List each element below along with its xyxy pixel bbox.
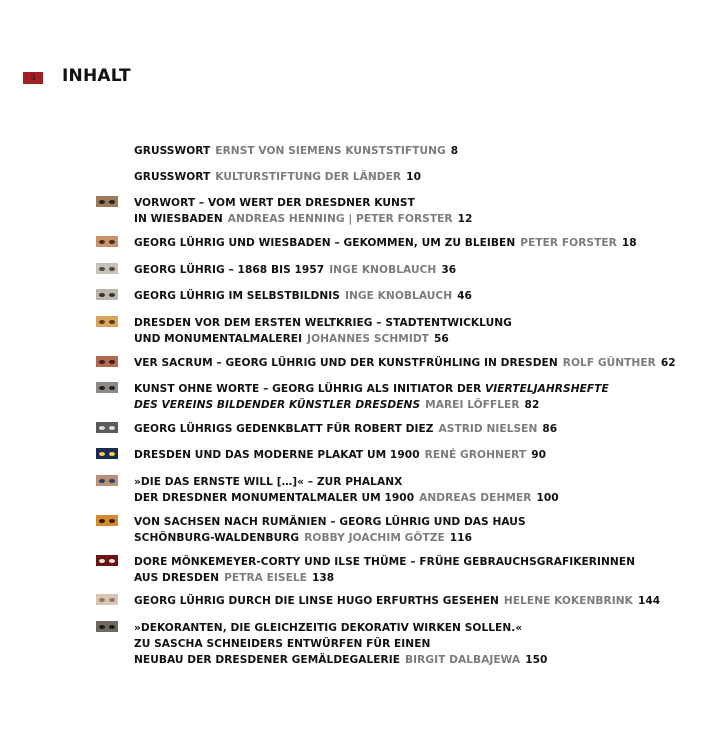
toc-entry-page-number: 56 <box>433 333 449 345</box>
toc-entry-author: ERNST VON SIEMENS KUNSTSTIFTUNG <box>215 145 446 157</box>
toc-entry-title: »DEKORANTEN, DIE GLEICHZEITIG DEKORATIV WIRKEN SOLLEN.« <box>134 622 523 634</box>
toc-entry-line <box>134 474 694 490</box>
toc-entry-title: »DIE DAS ERNSTE WILL […]« – ZUR PHALANX <box>134 476 403 488</box>
toc-entry-title: DRESDEN UND DAS MODERNE PLAKAT UM 1900 <box>134 449 420 461</box>
toc-entry-line <box>134 397 694 413</box>
eyes-portrait-12-icon <box>96 621 118 632</box>
toc-entry-line <box>134 235 694 251</box>
page-number-marker <box>23 72 43 84</box>
toc-entry-line <box>134 381 694 397</box>
page-number: 5 <box>30 73 36 82</box>
toc-entry-title: GRUSSWORT <box>134 171 211 183</box>
toc-entry-page-number: 144 <box>637 595 661 607</box>
toc-entry-title: SCHÖNBURG-WALDENBURG <box>134 532 300 544</box>
toc-entry-author: ROLF GÜNTHER <box>562 357 656 369</box>
toc-entry-title: DER DRESDNER MONUMENTALMALER UM 1900 <box>134 492 415 504</box>
toc-entry-line <box>134 355 694 371</box>
toc-entry-line <box>134 636 694 652</box>
toc-entry-line <box>134 570 694 586</box>
toc-entry-title: VON SACHSEN NACH RUMÄNIEN – GEORG LÜHRIG UND DAS HAUS <box>134 516 526 528</box>
eye-red-icon <box>96 555 118 566</box>
toc-entry-title: GEORG LÜHRIG IM SELBSTBILDNIS <box>134 290 340 302</box>
eyes-portrait-8-icon <box>96 422 118 433</box>
toc-entry-title: UND MONUMENTALMALEREI <box>134 333 303 345</box>
toc-entry-title: DRESDEN VOR DEM ERSTEN WELTKRIEG – STADTENTWICKLUNG <box>134 317 512 329</box>
toc-entry-title: GRUSSWORT <box>134 145 211 157</box>
toc-entry-title: NEUBAU DER DRESDENER GEMÄLDEGALERIE <box>134 654 401 666</box>
toc-entry-title: ZU SASCHA SCHNEIDERS ENTWÜRFEN FÜR EINEN <box>134 638 431 650</box>
toc-entry-page-number: 62 <box>660 357 676 369</box>
toc-entry-page-number: 18 <box>621 237 637 249</box>
toc-entry-title: GEORG LÜHRIGS GEDENKBLATT FÜR ROBERT DIEZ <box>134 423 434 435</box>
toc-entry-line <box>134 288 694 304</box>
toc-entry-page-number: 8 <box>450 145 459 157</box>
toc-entry-page-number: 150 <box>525 654 548 666</box>
toc-entry-line <box>134 593 694 609</box>
toc-entry-line <box>134 331 694 347</box>
toc-entry-line <box>134 447 694 463</box>
toc-entry-line <box>134 620 694 636</box>
toc-entry-author: MAREI LÖFFLER <box>425 399 520 411</box>
toc-entry-author: INGE KNOBLAUCH <box>329 264 437 276</box>
eyes-portrait-3-icon <box>96 263 118 274</box>
toc-entry-title: GEORG LÜHRIG UND WIESBADEN – GEKOMMEN, UM ZU BLEIBEN <box>134 237 516 249</box>
toc-entry-line <box>134 169 694 185</box>
toc-entry-author: ASTRID NIELSEN <box>438 423 538 435</box>
eyes-portrait-5-icon <box>96 316 118 327</box>
eyes-portrait-9-icon <box>96 475 118 486</box>
eyes-portrait-4-icon <box>96 289 118 300</box>
toc-heading: INHALT <box>62 66 131 86</box>
eyes-portrait-10-icon <box>96 515 118 526</box>
eyes-portrait-6-icon <box>96 356 118 367</box>
toc-entry-title: KUNST OHNE WORTE – GEORG LÜHRIG ALS INITIATOR DER <box>134 383 486 395</box>
toc-entry-author: RENÉ GROHNERT <box>424 449 527 461</box>
toc-entry-line <box>134 490 694 506</box>
toc-entry-page-number: 100 <box>536 492 559 504</box>
toc-entry-line <box>134 554 694 570</box>
toc-entry-title: GEORG LÜHRIG DURCH DIE LINSE HUGO ERFURTHS GESEHEN <box>134 595 499 607</box>
toc-entry-line <box>134 315 694 331</box>
toc-entry-author: PETRA EISELE <box>224 572 307 584</box>
toc-entry-line <box>134 262 694 278</box>
toc-entry-author: HELENE KOKENBRINK <box>503 595 633 607</box>
toc-entry-author: PETER FORSTER <box>520 237 617 249</box>
toc-entry-line <box>134 143 694 159</box>
toc-entry-author: ANDREAS HENNING | PETER FORSTER <box>227 213 453 225</box>
toc-entry-line <box>134 211 694 227</box>
toc-entry-title: VER SACRUM – GEORG LÜHRIG UND DER KUNSTFRÜHLING IN DRESDEN <box>134 357 558 369</box>
toc-entry-page-number: 36 <box>441 264 457 276</box>
toc-entry-line <box>134 652 694 668</box>
toc-entry-page-number: 138 <box>311 572 335 584</box>
toc-entry-author: KULTURSTIFTUNG DER LÄNDER <box>215 171 402 183</box>
toc-entry-title: AUS DRESDEN <box>134 572 220 584</box>
toc-entry-line <box>134 195 694 211</box>
toc-entry-title: IN WIESBADEN <box>134 213 223 225</box>
toc-entry-page-number: 12 <box>457 213 473 225</box>
toc-entry-title: VORWORT – VOM WERT DER DRESDNER KUNST <box>134 197 415 209</box>
toc-entry-author: INGE KNOBLAUCH <box>344 290 453 302</box>
toc-entry-author: BIRGIT DALBAJEWA <box>405 654 521 666</box>
toc-entry-page-number: 90 <box>531 449 547 461</box>
toc-entry-line <box>134 514 694 530</box>
toc-entry-author: ROBBY JOACHIM GÖTZE <box>304 532 445 544</box>
toc-entry-author: JOHANNES SCHMIDT <box>307 333 429 345</box>
toc-entry-title: VIERTELJAHRSHEFTE <box>485 383 609 395</box>
eye-poster-icon <box>96 448 118 459</box>
toc-entry-title: GEORG LÜHRIG – 1868 BIS 1957 <box>134 264 325 276</box>
toc-entry-title: DORE MÖNKEMEYER-CORTY UND ILSE THÜME – FRÜHE GEBRAUCHSGRAFIKERINNEN <box>134 556 636 568</box>
toc-entry-page-number: 86 <box>542 423 558 435</box>
toc-entry-author: ANDREAS DEHMER <box>419 492 532 504</box>
toc-entry-page-number: 82 <box>524 399 540 411</box>
toc-entry-page-number: 46 <box>457 290 472 302</box>
eyes-portrait-2-icon <box>96 236 118 247</box>
toc-entry-page-number: 116 <box>449 532 473 544</box>
toc-entry-line <box>134 421 694 437</box>
eyes-portrait-1-icon <box>96 196 118 207</box>
eyes-portrait-7-icon <box>96 382 118 393</box>
toc-entry-page-number: 10 <box>406 171 421 183</box>
toc-entry-line <box>134 530 694 546</box>
eyes-portrait-11-icon <box>96 594 118 605</box>
toc-entry-title: DES VEREINS BILDENDER KÜNSTLER DRESDENS <box>134 399 421 411</box>
